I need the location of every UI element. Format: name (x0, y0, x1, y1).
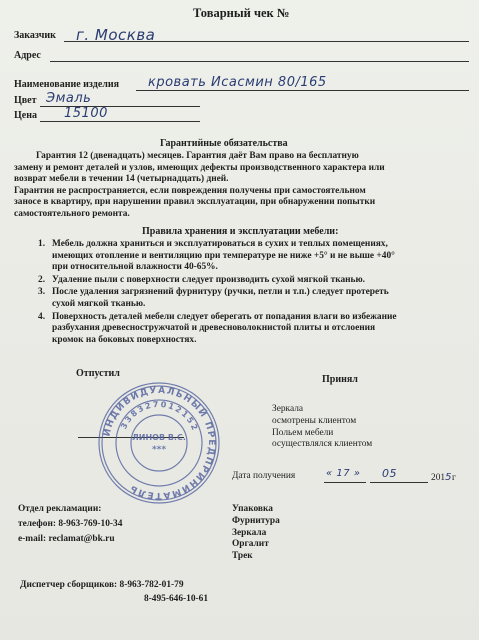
company-stamp-seal (94, 378, 224, 508)
warranty-line: Гарантия не распространяется, если повреждения получены при самостоятельном (14, 185, 366, 196)
package-item: Фурнитура (232, 515, 280, 526)
rule-line: Удаление пыли с поверхности следует производить сухой мягкой тканью. (52, 274, 366, 285)
complaints-phone: телефон: 8-963-769-10-34 (18, 518, 123, 529)
package-item: Упаковка (232, 504, 273, 514)
dispatcher-phone2: 8-495-646-10-61 (144, 594, 209, 604)
inspection-block (272, 404, 372, 451)
stamp-number-text: 338327012152 (119, 399, 200, 434)
stamp-center-stars: *** (151, 445, 167, 455)
inspection-line: осмотрены клиентом (272, 415, 357, 426)
color-label: Цвет (14, 95, 37, 106)
accepted-label: Принял (322, 374, 358, 385)
customer-value: г. Москва (76, 26, 156, 44)
price-line (40, 121, 200, 122)
rules-list (38, 239, 474, 347)
package-item: Оргалит (232, 539, 269, 550)
rule-item (38, 312, 474, 347)
package-item: Зеркала (232, 527, 267, 538)
price-value: 15100 (64, 106, 108, 121)
rule-item (38, 275, 474, 287)
price-label: Цена (14, 110, 37, 121)
complaints-label: Отдел рекламации: (18, 504, 102, 514)
rule-line: Поверхность деталей мебели следует оберегать от попадания влаги во избежание (52, 311, 397, 322)
complaints-block (18, 504, 122, 545)
inspection-line: осуществлялся клиентом (272, 439, 373, 450)
rule-line: Мебель должна храниться и эксплуатироваться в сухих и теплых помещениях, (52, 239, 388, 249)
warranty-heading: Гарантийные обязательства (160, 138, 288, 149)
product-line (136, 90, 469, 91)
address-line (50, 61, 469, 62)
receipt-date-month-line (370, 482, 428, 483)
rule-number: 3. (38, 287, 46, 298)
customer-label: Заказчик (14, 30, 56, 41)
stamp-outer-text: ИНДИВИДУАЛЬНЫЙ ПРЕДПРИНИМАТЕЛЬ (102, 385, 217, 501)
warranty-text (14, 151, 472, 221)
rule-number: 1. (38, 239, 46, 249)
receipt-date-label: Дата получения (232, 471, 296, 481)
rule-line: сухой мягкой тканью. (52, 298, 146, 309)
rule-number: 2. (38, 274, 46, 285)
receipt-date-year-prefix: 201 (431, 473, 446, 483)
stamp-center-name: ЛИНОВ В.С. (132, 433, 186, 442)
receipt-date-month: 05 (382, 467, 397, 480)
product-value: кровать Исасмин 80/165 (148, 75, 327, 90)
stamp-inner-circle (131, 415, 187, 471)
rule-item (38, 239, 474, 274)
dispatcher-phone: Диспетчер сборщиков: 8-963-782-01-79 (20, 580, 184, 590)
color-value: Эмаль (46, 91, 92, 106)
package-list (232, 504, 280, 563)
complaints-email: e-mail: reclamat@bk.ru (18, 533, 115, 544)
receipt-date-day: « 17 » (326, 468, 361, 479)
released-label: Отпустил (76, 368, 120, 379)
inspection-line: Зеркала (272, 404, 304, 414)
warranty-line: Гарантия 12 (двенадцать) месяцев. Гарантия даёт Вам право на бесплатную (36, 151, 359, 161)
rule-item (38, 287, 474, 310)
receipt-date-year-hand: 5 (445, 472, 452, 483)
rule-line: После удаления загрязнений фурнитуру (ручки, петли и т.п.) следует протереть (52, 287, 389, 298)
rule-line: разбухания древесностружчатой и древесноволокнистой плиты и отслоения (52, 323, 376, 334)
rule-line: кромок на боковых поверхностях. (52, 334, 197, 345)
warranty-line: возврат мебели в течении 14 (четырнадцать) дней. (14, 174, 229, 185)
warranty-line: замену и ремонт деталей и узлов, имеющих дефекты производственного характера или (14, 162, 385, 173)
document-title: Товарный чек № (193, 6, 290, 20)
warranty-line: самостоятельного ремонта. (14, 208, 130, 219)
receipt-date-year (431, 472, 456, 483)
rule-line: имеющих отопление и вентиляцию при температуре не ниже +5° и не выше +40° (52, 250, 395, 261)
address-label: Адрес (14, 50, 41, 61)
product-label: Наименование изделия (14, 79, 120, 90)
inspection-line: Польем мебели (272, 427, 334, 438)
rule-line: при относительной влажности 40-65%. (52, 262, 218, 273)
receipt-date-day-line (324, 482, 366, 483)
rules-heading: Правила хранения и эксплуатации мебели: (142, 226, 339, 237)
rule-number: 4. (38, 311, 46, 322)
receipt-date-year-suffix: г (451, 473, 456, 483)
package-item: Трек (232, 551, 253, 562)
warranty-line: заносе в квартиру, при нарушении правил эксплуатации, при обнаружении попытки (14, 197, 376, 208)
